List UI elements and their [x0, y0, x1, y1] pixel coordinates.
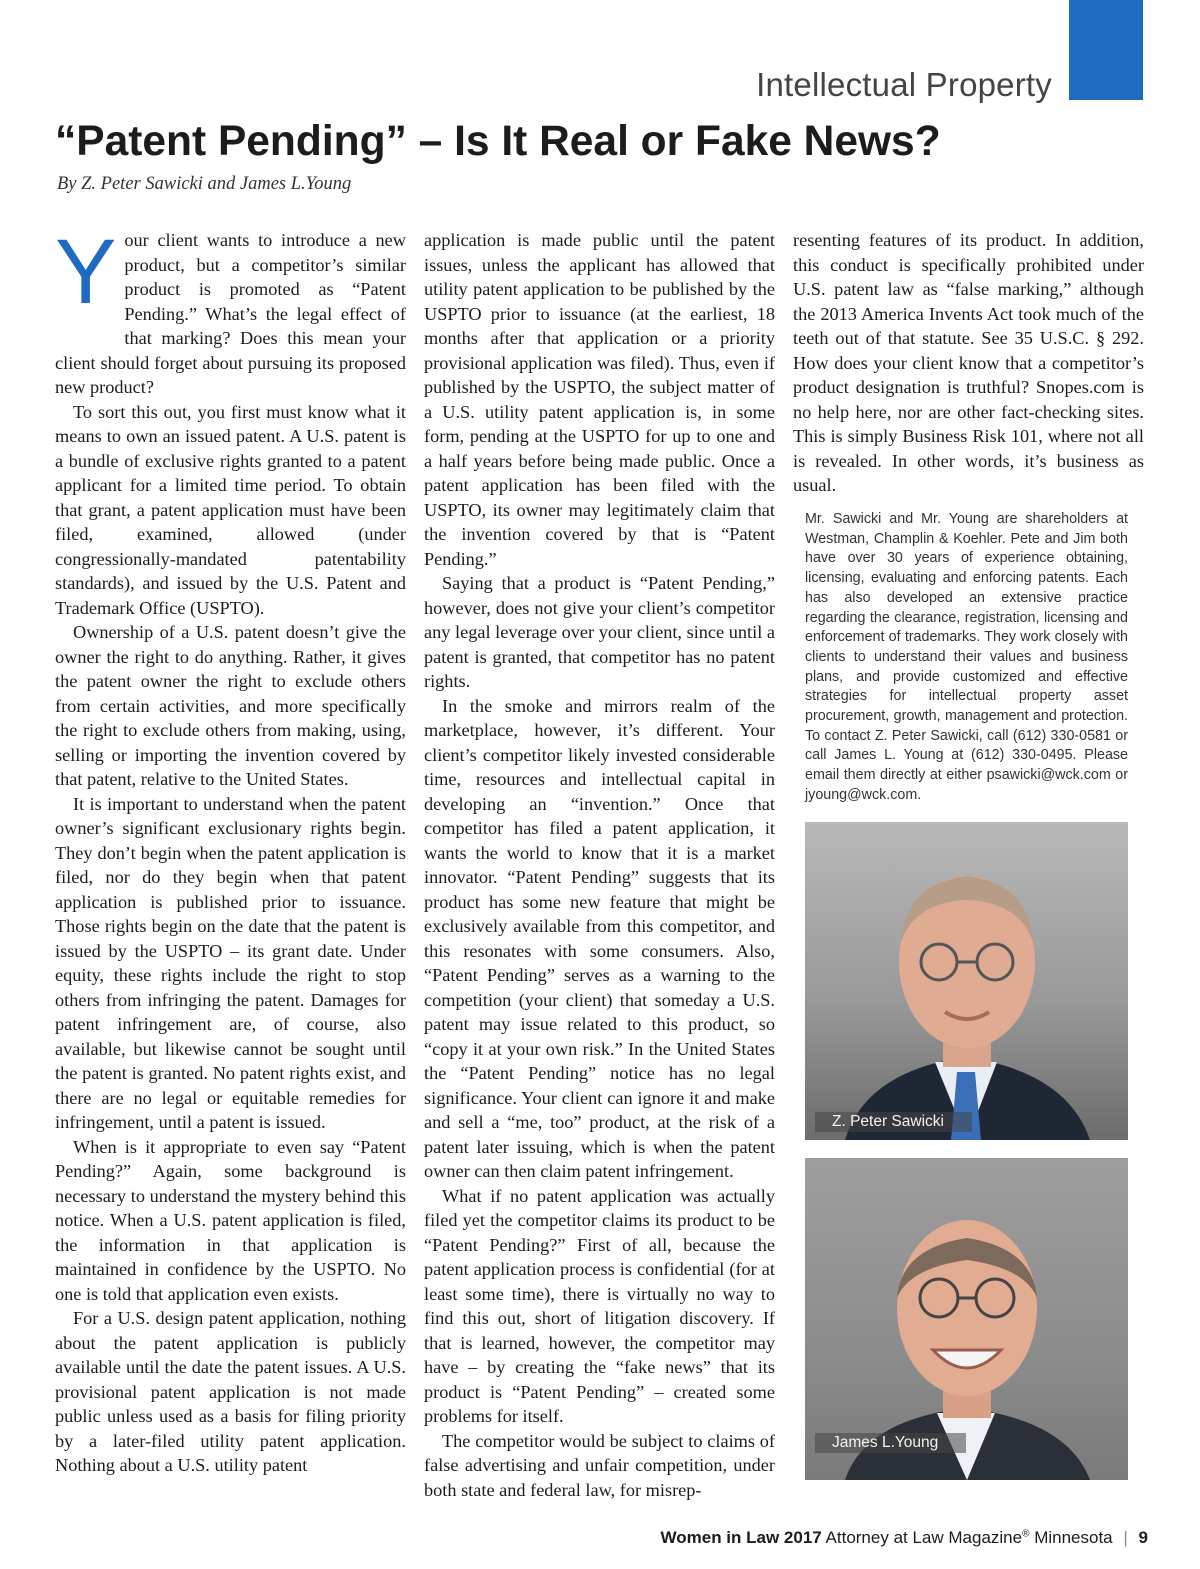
- footer-issue: Women in Law 2017: [660, 1528, 822, 1547]
- footer-region: Minnesota: [1034, 1528, 1113, 1547]
- registered-mark: ®: [1022, 1528, 1030, 1540]
- byline: By Z. Peter Sawicki and James L.Young: [57, 174, 352, 194]
- author-photo-sawicki: [805, 822, 1128, 1140]
- paragraph: When is it appropriate to even say “Patent Pending?” Again, some background is necessary to understand the mystery behind this notice. When a U.S. patent application is filed, the information in that application is maintained in confidence by the USPTO. No one is told that application even exists.: [55, 1136, 406, 1304]
- photo-caption: Z. Peter Sawicki: [815, 1112, 972, 1132]
- paragraph: Saying that a product is “Patent Pending,” however, does not give your client’s competitor any legal leverage over your client, since until a patent is granted, that competitor has no patent rights.: [424, 573, 775, 691]
- author-bio: Mr. Sawicki and Mr. Young are shareholders at Westman, Champlin & Koehler. Pete and Jim both have over 30 years of experience obtaining, licensing, evaluating and enforcing patents. Each has also developed an extensive practice regarding the clearance, registration, licensing and enforcement of trademarks. They work closely with clients to understand their values and business plans, and provide customized and effective strategies for intellectual property asset procurement, growth, management and protection. To contact Z. Peter Sawicki, call (612) 330-0581 or call James L. Young at (612) 330-0495. Please email them directly at either psawicki@wck.com or jyoung@wck.com.: [805, 511, 1128, 803]
- article-column-1: [55, 221, 406, 1478]
- paragraph: Ownership of a U.S. patent doesn’t give the owner the right to do anything. Rather, it gives the patent owner the right to exclude others from certain activities, and more specifically the right to exclude others from making, using, selling or importing the invention covered by that patent, relative to the United States.: [55, 622, 406, 789]
- paragraph: What if no patent application was actually filed yet the competitor claims its product to be “Patent Pending?” First of all, because the patent application process is confidential (for at least some time), there is virtually no way to find this out, short of litigation discovery. If that is learned, however, the competitor may have – by creating the “fake news” that its product is “Patent Pending” – created some problems for itself.: [424, 1185, 775, 1426]
- page-number: 9: [1138, 1528, 1148, 1547]
- paragraph: The competitor would be subject to claims of false advertising and unfair competition, under both state and federal law, for misrep-: [424, 1430, 775, 1500]
- paragraph: It is important to understand when the patent owner’s significant exclusionary rights begin. They don’t begin when the patent application is filed, nor do they begin when that patent application is published prior to issuance. Those rights begin on the date that the patent is issued by the USPTO – its grant date. Under equity, these rights include the right to stop others from infringing the patent. Damages for patent infringement are, of course, also available, but likewise cannot be sought until the patent is granted. No patent rights exist, and there are no legal or equitable remedies for infringement, until a patent is issued.: [55, 793, 406, 1132]
- author-photo-young: [805, 1158, 1128, 1480]
- corner-accent-block: [1069, 0, 1143, 100]
- footer-separator: |: [1123, 1528, 1128, 1547]
- footer-magazine: Attorney at Law Magazine: [825, 1528, 1023, 1547]
- portrait-illustration: [805, 822, 1128, 1140]
- paragraph: In the smoke and mirrors realm of the marketplace, however, it’s different. Your client’s competitor likely invested considerable time, resources and intellectual capital in developing an “invention.” Once that competitor has filed a patent application, it wants the world to know that it is a market innovator. “Patent Pending” suggests that its product has some new feature that might be exclusively available from this competitor, and this resonates with some consumers. Also, “Patent Pending” serves as a warning to the competition (your client) that someday a U.S. patent may issue related to this product, so “copy it at your own risk.” In the United States the “Patent Pending” notice has no legal significance. Your client can ignore it and make and sell a “me, too” product, at the risk of a patent later issuing, which is when the patent owner can then claim patent infringement.: [424, 695, 775, 1181]
- article-column-2: [424, 228, 775, 1502]
- page-footer: [661, 1528, 1149, 1548]
- paragraph: our client wants to introduce a new product, but a competitor’s similar product is promoted as “Patent Pending.” What’s the legal effect of that marking? Does this mean your client should forget about pursuing its proposed new product?: [55, 230, 406, 397]
- paragraph: For a U.S. design patent application, nothing about the patent application is publicly available until the date the patent issues. A U.S. provisional patent application is not made public unless used as a basis for filing priority by a later-filed utility patent application. Nothing about a U.S. utility patent: [55, 1308, 406, 1475]
- drop-cap: Y: [55, 221, 117, 323]
- paragraph: application is made public until the patent issues, unless the applicant has allowed that utility patent application to be published by the USPTO prior to issuance (at the earliest, 18 months after that application or a priority provisional application was filed). Thus, even if published by the USPTO, the subject matter of a U.S. utility patent application is, in some form, pending at the USPTO for up to one and a half years before being made public. Once a patent application has been filed with the USPTO, its owner may legitimately claim that the invention covered by that is “Patent Pending.”: [424, 230, 775, 569]
- article-column-3: [793, 228, 1144, 498]
- article-headline: “Patent Pending” – Is It Real or Fake News?: [55, 118, 941, 165]
- photo-caption: James L.Young: [815, 1433, 966, 1453]
- paragraph: To sort this out, you first must know what it means to own an issued patent. A U.S. patent is a bundle of exclusive rights granted to a patent applicant for a limited time period. To obtain that grant, a patent application must have been filed, examined, allowed (under congressionally-mandated patentability standards), and issued by the U.S. Patent and Trademark Office (USPTO).: [55, 401, 406, 618]
- paragraph: resenting features of its product. In addition, this conduct is specifically prohibited under U.S. patent law as “false marking,” although the 2013 America Invents Act took much of the teeth out of that statute. See 35 U.S.C. § 292. How does your client know that a competitor’s product designation is truthful? Snopes.com is no help here, nor are other fact-checking sites. This is simply Business Risk 101, where not all is revealed. In other words, it’s business as usual.: [793, 230, 1144, 495]
- portrait-illustration: [805, 1158, 1128, 1480]
- section-label: Intellectual Property: [756, 66, 1052, 103]
